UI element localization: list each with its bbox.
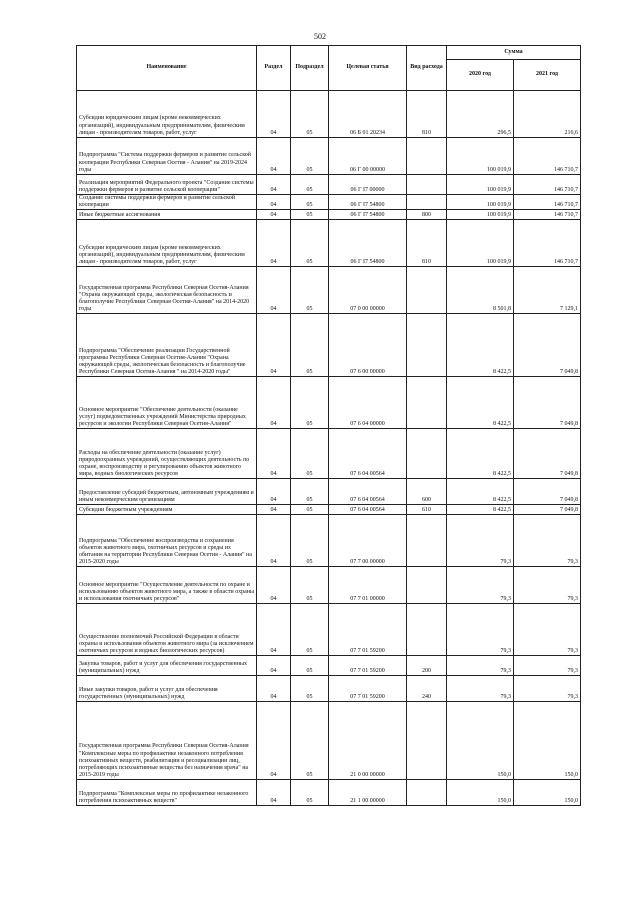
row-target-article: 07 6 04 00564 xyxy=(329,505,407,515)
row-sum-2021: 146 710,7 xyxy=(514,210,581,220)
table-row xyxy=(77,604,581,656)
row-section: 04 xyxy=(257,267,291,314)
row-expense-type xyxy=(407,195,447,210)
row-subsection: 05 xyxy=(291,479,329,505)
row-name: Государственная программа Республики Северная Осетия-Алания "Охрана окружающей среды, экологическая безопасность и благополучие Республики Северная Осетия-Алания" на 2014-2020 годы xyxy=(77,267,257,314)
row-name: Государственная программа Республики Северная Осетия-Алания "Комплексные меры по профилактике незаконного потребления психоактивных веществ, реабилитации и ресоциализации лиц, потребляющих психоактивные вещества без назначения врача" на 2015-2019 годы xyxy=(77,702,257,780)
row-target-article: 21 0 00 00000 xyxy=(329,702,407,780)
table-row xyxy=(77,479,581,505)
table-row xyxy=(77,195,581,210)
table-row xyxy=(77,676,581,702)
row-subsection: 05 xyxy=(291,676,329,702)
row-sum-2021: 79,3 xyxy=(514,676,581,702)
row-subsection: 05 xyxy=(291,314,329,377)
row-sum-2021: 79,3 xyxy=(514,656,581,676)
table-row xyxy=(77,702,581,780)
row-section: 04 xyxy=(257,604,291,656)
row-section: 04 xyxy=(257,91,291,138)
row-subsection: 05 xyxy=(291,702,329,780)
table-row xyxy=(77,505,581,515)
row-subsection: 05 xyxy=(291,515,329,567)
row-name: Подпрограмма "Обеспечение реализации Государственной программы Республики Северная Осетия-Алания "Охрана окружающей среды, экологическая безопасность и благополучие Республики Северная Осетия-Алания " на 2014-2020 годы" xyxy=(77,314,257,377)
row-sum-2020: 8 501,8 xyxy=(447,267,514,314)
row-name: Предоставление субсидий бюджетным, автономным учреждениям и иным некоммерческим организациям xyxy=(77,479,257,505)
row-subsection: 05 xyxy=(291,210,329,220)
header-section: Раздел xyxy=(257,46,291,91)
row-target-article: 06 Г I7 54800 xyxy=(329,210,407,220)
table-row xyxy=(77,210,581,220)
row-name: Подпрограмма "Комплексные меры по профилактике незаконного потребления психоактивных веществ" xyxy=(77,780,257,806)
row-sum-2020: 79,3 xyxy=(447,515,514,567)
row-sum-2020: 100 019,9 xyxy=(447,195,514,210)
row-name: Субсидии юридическим лицам (кроме некоммерческих организаций), индивидуальным предпринимателям, физическим лицам - производителям товаров, работ, услуг xyxy=(77,220,257,267)
row-sum-2020: 8 422,5 xyxy=(447,429,514,479)
row-sum-2021: 7 049,8 xyxy=(514,429,581,479)
row-subsection: 05 xyxy=(291,220,329,267)
row-name: Иные бюджетные ассигнования xyxy=(77,210,257,220)
row-subsection: 05 xyxy=(291,195,329,210)
row-expense-type xyxy=(407,604,447,656)
row-sum-2020: 8 422,5 xyxy=(447,505,514,515)
row-sum-2020: 100 019,9 xyxy=(447,220,514,267)
row-sum-2021: 216,6 xyxy=(514,91,581,138)
row-subsection: 05 xyxy=(291,377,329,429)
row-target-article: 07 6 04 00000 xyxy=(329,377,407,429)
row-expense-type: 200 xyxy=(407,656,447,676)
row-name: Иные закупки товаров, работ и услуг для обеспечения государственных (муниципальных) нужд xyxy=(77,676,257,702)
row-section: 04 xyxy=(257,195,291,210)
row-name: Реализация мероприятий Федерального проекта "Создание системы поддержки фермеров и развитие сельской кооперации" xyxy=(77,175,257,195)
header-sum: Сумма xyxy=(447,46,581,60)
row-expense-type: 610 xyxy=(407,505,447,515)
row-sum-2021: 7 129,1 xyxy=(514,267,581,314)
row-subsection: 05 xyxy=(291,505,329,515)
row-sum-2021: 79,3 xyxy=(514,567,581,604)
table-row xyxy=(77,780,581,806)
row-section: 04 xyxy=(257,377,291,429)
header-name: Наименование xyxy=(77,46,257,91)
row-expense-type xyxy=(407,780,447,806)
row-expense-type xyxy=(407,175,447,195)
row-target-article: 07 7 01 59200 xyxy=(329,676,407,702)
row-subsection: 05 xyxy=(291,91,329,138)
row-subsection: 05 xyxy=(291,567,329,604)
row-target-article: 21 1 00 00000 xyxy=(329,780,407,806)
row-subsection: 05 xyxy=(291,604,329,656)
row-expense-type: 240 xyxy=(407,676,447,702)
row-section: 04 xyxy=(257,656,291,676)
row-name: Закупка товаров, работ и услуг для обеспечения государственных (муниципальных) нужд xyxy=(77,656,257,676)
row-target-article: 07 6 00 00000 xyxy=(329,314,407,377)
row-section: 04 xyxy=(257,676,291,702)
header-year-2020: 2020 год xyxy=(447,60,514,91)
header-expense-type: Вид расхода xyxy=(407,46,447,91)
row-sum-2021: 146 710,7 xyxy=(514,220,581,267)
row-subsection: 05 xyxy=(291,175,329,195)
row-sum-2021: 146 710,7 xyxy=(514,175,581,195)
table-row xyxy=(77,429,581,479)
row-sum-2020: 150,0 xyxy=(447,780,514,806)
row-section: 04 xyxy=(257,567,291,604)
row-target-article: 07 0 00 00000 xyxy=(329,267,407,314)
row-sum-2021: 7 049,8 xyxy=(514,505,581,515)
row-name: Субсидии юридическим лицам (кроме некоммерческих организаций), индивидуальным предпринимателям, физическим лицам - производителям товаров, работ, услуг xyxy=(77,91,257,138)
row-subsection: 05 xyxy=(291,267,329,314)
table-row xyxy=(77,267,581,314)
row-target-article: 07 7 01 59200 xyxy=(329,656,407,676)
page-number: 502 xyxy=(314,32,326,41)
row-expense-type xyxy=(407,138,447,175)
row-target-article: 06 Г 00 00000 xyxy=(329,138,407,175)
row-sum-2020: 150,0 xyxy=(447,702,514,780)
row-target-article: 07 6 04 00564 xyxy=(329,479,407,505)
row-expense-type: 800 xyxy=(407,210,447,220)
row-name: Расходы на обеспечение деятельности (оказание услуг) природоохранных учреждений, осуществляющих деятельность по охране, воспроизводству и регулированию объектов животного мира, водных биологических ресурсов xyxy=(77,429,257,479)
row-section: 04 xyxy=(257,479,291,505)
row-section: 04 xyxy=(257,429,291,479)
row-sum-2020: 79,3 xyxy=(447,676,514,702)
table-row xyxy=(77,175,581,195)
row-section: 04 xyxy=(257,175,291,195)
row-sum-2020: 8 422,5 xyxy=(447,314,514,377)
row-name: Основное мероприятие "Осуществление деятельности по охране и использованию объектов животного мира, а также в области охраны и использования охотничьих ресурсов" xyxy=(77,567,257,604)
header-target-article: Целевая статья xyxy=(329,46,407,91)
row-name: Осуществление полномочий Российской Федерации в области охраны и использования объектов животного мира (за исключением охотничьих ресурсов и водных биологических ресурсов) xyxy=(77,604,257,656)
row-sum-2020: 100 019,9 xyxy=(447,138,514,175)
table-row xyxy=(77,220,581,267)
row-target-article: 06 Г I7 54800 xyxy=(329,220,407,267)
table-body xyxy=(77,91,581,806)
row-sum-2020: 79,3 xyxy=(447,604,514,656)
row-target-article: 07 7 01 59200 xyxy=(329,604,407,656)
row-sum-2021: 146 710,7 xyxy=(514,138,581,175)
row-section: 04 xyxy=(257,702,291,780)
row-sum-2021: 7 049,8 xyxy=(514,479,581,505)
row-target-article: 07 7 00 00000 xyxy=(329,515,407,567)
row-section: 04 xyxy=(257,220,291,267)
row-sum-2021: 7 049,8 xyxy=(514,314,581,377)
row-expense-type xyxy=(407,429,447,479)
header-year-2021: 2021 год xyxy=(514,60,581,91)
table-row xyxy=(77,515,581,567)
row-section: 04 xyxy=(257,515,291,567)
row-expense-type xyxy=(407,702,447,780)
row-subsection: 05 xyxy=(291,429,329,479)
row-section: 04 xyxy=(257,780,291,806)
row-name: Основное мероприятие "Обеспечение деятельности (оказание услуг) подведомственных учреждений Министерства природных ресурсов и экологии Республики Северная Осетия-Алания" xyxy=(77,377,257,429)
table-row xyxy=(77,138,581,175)
row-target-article: 07 7 01 00000 xyxy=(329,567,407,604)
row-target-article: 06 Г I7 00000 xyxy=(329,175,407,195)
row-expense-type: 810 xyxy=(407,220,447,267)
row-name: Подпрограмма "Система поддержки фермеров и развитие сельской кооперации Республики Северная Осетия - Алания" на 2019-2024 годы xyxy=(77,138,257,175)
row-sum-2021: 150,0 xyxy=(514,702,581,780)
row-sum-2021: 7 049,8 xyxy=(514,377,581,429)
table-row xyxy=(77,567,581,604)
row-expense-type xyxy=(407,314,447,377)
row-sum-2020: 296,5 xyxy=(447,91,514,138)
row-expense-type: 600 xyxy=(407,479,447,505)
row-expense-type: 810 xyxy=(407,91,447,138)
row-sum-2020: 8 422,5 xyxy=(447,377,514,429)
header-subsection: Подраздел xyxy=(291,46,329,91)
budget-table xyxy=(76,45,581,806)
row-expense-type xyxy=(407,567,447,604)
row-sum-2021: 79,3 xyxy=(514,515,581,567)
row-target-article: 06 Б 01 20234 xyxy=(329,91,407,138)
row-sum-2021: 150,0 xyxy=(514,780,581,806)
row-subsection: 05 xyxy=(291,138,329,175)
row-sum-2020: 8 422,5 xyxy=(447,479,514,505)
row-target-article: 07 6 04 00564 xyxy=(329,429,407,479)
row-section: 04 xyxy=(257,210,291,220)
table-row xyxy=(77,656,581,676)
row-target-article: 06 Г I7 54800 xyxy=(329,195,407,210)
row-sum-2020: 79,3 xyxy=(447,656,514,676)
row-sum-2021: 79,3 xyxy=(514,604,581,656)
row-name: Подпрограмма "Обеспечение воспроизводства и сохранения объектов животного мира, охотничьих ресурсов и среды их обитания на территории Республики Северная Осетия - Алания" на 2015-2020 годы xyxy=(77,515,257,567)
row-section: 04 xyxy=(257,314,291,377)
row-sum-2020: 79,3 xyxy=(447,567,514,604)
row-name: Создание системы поддержки фермеров и развитие сельской кооперации xyxy=(77,195,257,210)
table-row xyxy=(77,377,581,429)
row-expense-type xyxy=(407,515,447,567)
row-sum-2020: 100 019,9 xyxy=(447,210,514,220)
row-section: 04 xyxy=(257,505,291,515)
row-sum-2020: 100 019,9 xyxy=(447,175,514,195)
row-sum-2021: 146 710,7 xyxy=(514,195,581,210)
row-expense-type xyxy=(407,377,447,429)
row-section: 04 xyxy=(257,138,291,175)
table-row xyxy=(77,91,581,138)
row-subsection: 05 xyxy=(291,656,329,676)
table-row xyxy=(77,314,581,377)
row-subsection: 05 xyxy=(291,780,329,806)
row-expense-type xyxy=(407,267,447,314)
row-name: Субсидии бюджетным учреждениям xyxy=(77,505,257,515)
